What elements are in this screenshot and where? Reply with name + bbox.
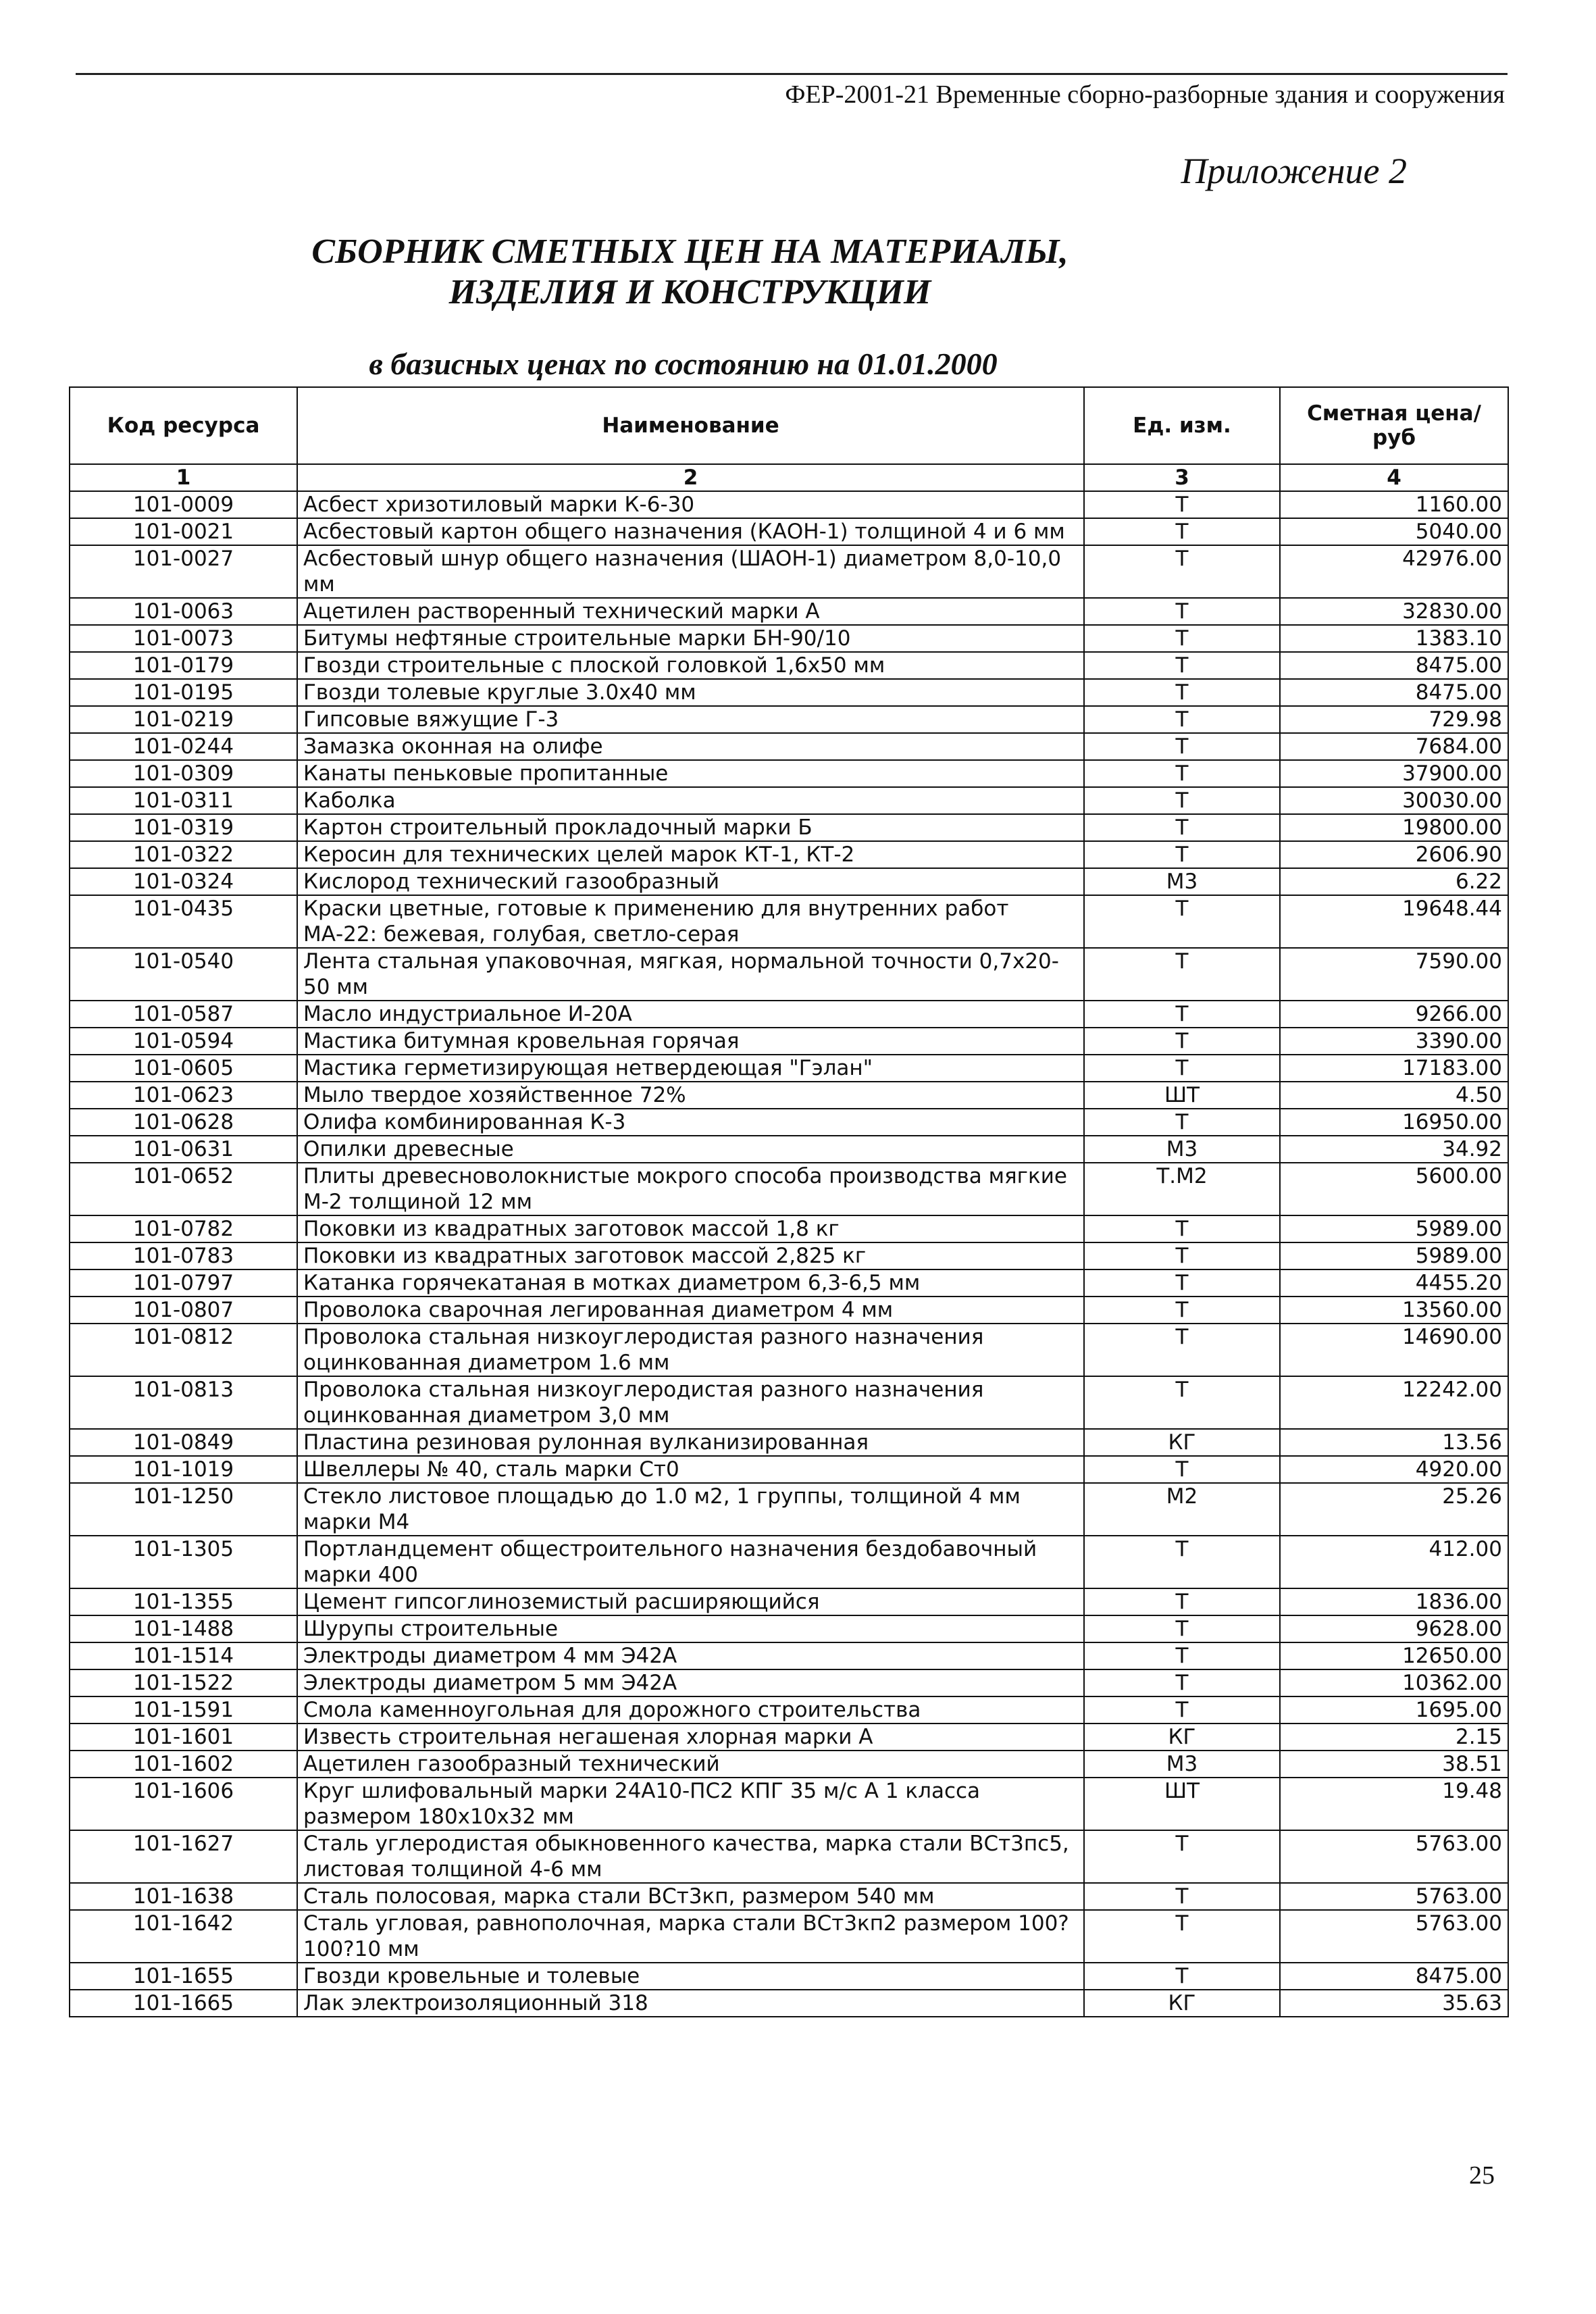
- cell-name: Картон строительный прокладочный марки Б: [297, 814, 1084, 841]
- table-row: [70, 491, 1508, 518]
- cell-name: Краски цветные, готовые к применению для внутренних работ МА-22: бежевая, голубая, светло-серая: [297, 895, 1084, 948]
- cell-name: Пластина резиновая рулонная вулканизированная: [297, 1429, 1084, 1456]
- cell-code: 101-0311: [70, 787, 297, 814]
- cell-price: 25.26: [1280, 1483, 1508, 1536]
- cell-price: 5989.00: [1280, 1242, 1508, 1269]
- cell-name: Асбест хризотиловый марки К-6-30: [297, 491, 1084, 518]
- cell-unit: Т: [1084, 1215, 1280, 1242]
- cell-price: 5763.00: [1280, 1883, 1508, 1910]
- cell-price: 19800.00: [1280, 814, 1508, 841]
- table-row: [70, 841, 1508, 868]
- cell-price: 13560.00: [1280, 1297, 1508, 1324]
- cell-unit: Т: [1084, 948, 1280, 1001]
- cell-price: 10362.00: [1280, 1669, 1508, 1696]
- table-row: [70, 1136, 1508, 1163]
- cell-unit: Т: [1084, 1588, 1280, 1615]
- table-row: [70, 545, 1508, 598]
- table-row: [70, 1588, 1508, 1615]
- cell-code: 101-0021: [70, 518, 297, 545]
- cell-unit: Т: [1084, 1324, 1280, 1376]
- cell-price: 7684.00: [1280, 733, 1508, 760]
- cell-unit: КГ: [1084, 1990, 1280, 2017]
- table-row: [70, 1055, 1508, 1082]
- cell-code: 101-1642: [70, 1910, 297, 1963]
- table-row: [70, 1324, 1508, 1376]
- cell-name: Асбестовый картон общего назначения (КАОН-1) толщиной 4 и 6 мм: [297, 518, 1084, 545]
- cell-unit: М3: [1084, 1751, 1280, 1778]
- cell-name: Лента стальная упаковочная, мягкая, нормальной точности 0,7х20-50 мм: [297, 948, 1084, 1001]
- cell-price: 32830.00: [1280, 598, 1508, 625]
- column-number-row: [70, 464, 1508, 491]
- cell-unit: Т: [1084, 1963, 1280, 1990]
- cell-code: 101-0009: [70, 491, 297, 518]
- table-row: [70, 814, 1508, 841]
- cell-name: Электроды диаметром 5 мм Э42А: [297, 1669, 1084, 1696]
- cell-code: 101-0179: [70, 652, 297, 679]
- cell-code: 101-0322: [70, 841, 297, 868]
- header-rule: [76, 73, 1508, 75]
- cell-unit: Т: [1084, 1109, 1280, 1136]
- cell-unit: Т: [1084, 625, 1280, 652]
- page-number: 25: [1469, 2161, 1495, 2190]
- table-row: [70, 1830, 1508, 1883]
- cell-unit: Т: [1084, 1615, 1280, 1642]
- cell-price: 37900.00: [1280, 760, 1508, 787]
- cell-name: Электроды диаметром 4 мм Э42А: [297, 1642, 1084, 1669]
- cell-price: 34.92: [1280, 1136, 1508, 1163]
- cell-name: Стекло листовое площадью до 1.0 м2, 1 группы, толщиной 4 мм марки М4: [297, 1483, 1084, 1536]
- table-row: [70, 760, 1508, 787]
- cell-name: Лак электроизоляционный 318: [297, 1990, 1084, 2017]
- table-row: [70, 868, 1508, 895]
- cell-name: Шурупы строительные: [297, 1615, 1084, 1642]
- cell-price: 6.22: [1280, 868, 1508, 895]
- table-row: [70, 1269, 1508, 1297]
- cell-price: 8475.00: [1280, 652, 1508, 679]
- cell-code: 101-0797: [70, 1269, 297, 1297]
- cell-unit: Т: [1084, 1883, 1280, 1910]
- cell-name: Опилки древесные: [297, 1136, 1084, 1163]
- cell-code: 101-0782: [70, 1215, 297, 1242]
- table-row: [70, 706, 1508, 733]
- cell-code: 101-0073: [70, 625, 297, 652]
- cell-price: 30030.00: [1280, 787, 1508, 814]
- table-row: [70, 1028, 1508, 1055]
- cell-code: 101-0628: [70, 1109, 297, 1136]
- cell-name: Мастика битумная кровельная горячая: [297, 1028, 1084, 1055]
- table-row: [70, 1642, 1508, 1669]
- cell-name: Мастика герметизирующая нетвердеющая "Гэлан": [297, 1055, 1084, 1082]
- cell-price: 35.63: [1280, 1990, 1508, 2017]
- cell-price: 2606.90: [1280, 841, 1508, 868]
- cell-name: Сталь полосовая, марка стали ВСт3кп, размером 540 мм: [297, 1883, 1084, 1910]
- cell-price: 3390.00: [1280, 1028, 1508, 1055]
- column-number-3: 3: [1084, 464, 1280, 491]
- cell-code: 101-1655: [70, 1963, 297, 1990]
- table-row: [70, 1883, 1508, 1910]
- document-header: ФЕР-2001-21 Временные сборно-разборные здания и сооружения: [785, 80, 1505, 109]
- cell-code: 101-0652: [70, 1163, 297, 1215]
- column-header-name: Наименование: [297, 387, 1084, 464]
- cell-price: 1160.00: [1280, 491, 1508, 518]
- cell-unit: Т: [1084, 814, 1280, 841]
- cell-name: Гвозди строительные с плоской головкой 1,6х50 мм: [297, 652, 1084, 679]
- cell-name: Проволока сварочная легированная диаметром 4 мм: [297, 1297, 1084, 1324]
- cell-name: Каболка: [297, 787, 1084, 814]
- cell-code: 101-1305: [70, 1536, 297, 1588]
- table-row: [70, 1109, 1508, 1136]
- cell-price: 12242.00: [1280, 1376, 1508, 1429]
- cell-unit: Т: [1084, 1830, 1280, 1883]
- cell-code: 101-1019: [70, 1456, 297, 1483]
- cell-code: 101-0540: [70, 948, 297, 1001]
- cell-code: 101-1250: [70, 1483, 297, 1536]
- cell-code: 101-0435: [70, 895, 297, 948]
- cell-code: 101-0244: [70, 733, 297, 760]
- cell-unit: Т: [1084, 841, 1280, 868]
- cell-price: 412.00: [1280, 1536, 1508, 1588]
- cell-code: 101-0027: [70, 545, 297, 598]
- cell-name: Ацетилен газообразный технический: [297, 1751, 1084, 1778]
- cell-name: Гвозди толевые круглые 3.0х40 мм: [297, 679, 1084, 706]
- cell-code: 101-0812: [70, 1324, 297, 1376]
- cell-price: 1695.00: [1280, 1696, 1508, 1724]
- table-row: [70, 895, 1508, 948]
- table-header-row: [70, 387, 1508, 464]
- cell-unit: Т: [1084, 1456, 1280, 1483]
- cell-name: Круг шлифовальный марки 24А10-ПС2 КПГ 35 м/с А 1 класса размером 180х10х32 мм: [297, 1778, 1084, 1830]
- table-row: [70, 679, 1508, 706]
- cell-code: 101-1488: [70, 1615, 297, 1642]
- cell-name: Портландцемент общестроительного назначения бездобавочный марки 400: [297, 1536, 1084, 1588]
- cell-code: 101-0195: [70, 679, 297, 706]
- page-subtitle: в базисных ценах по состоянию на 01.01.2000: [369, 347, 998, 381]
- cell-price: 4920.00: [1280, 1456, 1508, 1483]
- table-body: [70, 491, 1508, 2017]
- cell-unit: ШТ: [1084, 1778, 1280, 1830]
- cell-code: 101-0849: [70, 1429, 297, 1456]
- cell-name: Известь строительная негашеная хлорная марки А: [297, 1724, 1084, 1751]
- cell-price: 19.48: [1280, 1778, 1508, 1830]
- cell-name: Цемент гипсоглиноземистый расширяющийся: [297, 1588, 1084, 1615]
- cell-price: 19648.44: [1280, 895, 1508, 948]
- table-row: [70, 652, 1508, 679]
- table-row: [70, 1778, 1508, 1830]
- cell-price: 14690.00: [1280, 1324, 1508, 1376]
- cell-code: 101-1627: [70, 1830, 297, 1883]
- cell-price: 12650.00: [1280, 1642, 1508, 1669]
- cell-code: 101-0623: [70, 1082, 297, 1109]
- cell-code: 101-1606: [70, 1778, 297, 1830]
- cell-unit: Т: [1084, 1642, 1280, 1669]
- table-row: [70, 1963, 1508, 1990]
- cell-name: Катанка горячекатаная в мотках диаметром 6,3-6,5 мм: [297, 1269, 1084, 1297]
- cell-name: Гипсовые вяжущие Г-3: [297, 706, 1084, 733]
- cell-name: Кислород технический газообразный: [297, 868, 1084, 895]
- cell-price: 13.56: [1280, 1429, 1508, 1456]
- cell-unit: Т.М2: [1084, 1163, 1280, 1215]
- table-row: [70, 1990, 1508, 2017]
- cell-price: 1836.00: [1280, 1588, 1508, 1615]
- cell-unit: ШТ: [1084, 1082, 1280, 1109]
- page-title-line-2: ИЗДЕЛИЯ И КОНСТРУКЦИИ: [448, 273, 931, 311]
- cell-price: 8475.00: [1280, 1963, 1508, 1990]
- table-row: [70, 1242, 1508, 1269]
- cell-name: Канаты пеньковые пропитанные: [297, 760, 1084, 787]
- cell-unit: М3: [1084, 868, 1280, 895]
- table-row: [70, 625, 1508, 652]
- cell-name: Сталь углеродистая обыкновенного качества, марка стали ВСт3пс5, листовая толщиной 4-6 мм: [297, 1830, 1084, 1883]
- table-row: [70, 1669, 1508, 1696]
- table-row: [70, 1696, 1508, 1724]
- table-row: [70, 1082, 1508, 1109]
- cell-code: 101-0813: [70, 1376, 297, 1429]
- cell-name: Масло индустриальное И-20А: [297, 1001, 1084, 1028]
- cell-price: 5040.00: [1280, 518, 1508, 545]
- cell-code: 101-0309: [70, 760, 297, 787]
- cell-code: 101-0594: [70, 1028, 297, 1055]
- cell-name: Проволока стальная низкоуглеродистая разного назначения оцинкованная диаметром 1.6 мм: [297, 1324, 1084, 1376]
- cell-code: 101-0587: [70, 1001, 297, 1028]
- cell-name: Олифа комбинированная К-3: [297, 1109, 1084, 1136]
- cell-code: 101-1638: [70, 1883, 297, 1910]
- cell-unit: Т: [1084, 1001, 1280, 1028]
- column-number-2: 2: [297, 464, 1084, 491]
- cell-code: 101-1602: [70, 1751, 297, 1778]
- cell-name: Швеллеры № 40, сталь марки Ст0: [297, 1456, 1084, 1483]
- cell-unit: М3: [1084, 1136, 1280, 1163]
- cell-code: 101-0631: [70, 1136, 297, 1163]
- cell-unit: Т: [1084, 679, 1280, 706]
- table-row: [70, 1456, 1508, 1483]
- cell-unit: М2: [1084, 1483, 1280, 1536]
- cell-name: Мыло твердое хозяйственное 72%: [297, 1082, 1084, 1109]
- table-row: [70, 1215, 1508, 1242]
- cell-unit: Т: [1084, 598, 1280, 625]
- table-row: [70, 1910, 1508, 1963]
- cell-price: 5989.00: [1280, 1215, 1508, 1242]
- cell-unit: Т: [1084, 1242, 1280, 1269]
- cell-price: 9266.00: [1280, 1001, 1508, 1028]
- table-row: [70, 1724, 1508, 1751]
- cell-price: 1383.10: [1280, 625, 1508, 652]
- page-title-line-1: СБОРНИК СМЕТНЫХ ЦЕН НА МАТЕРИАЛЫ,: [311, 232, 1069, 271]
- column-number-4: 4: [1280, 464, 1508, 491]
- cell-price: 5600.00: [1280, 1163, 1508, 1215]
- cell-unit: Т: [1084, 1269, 1280, 1297]
- cell-name: Проволока стальная низкоуглеродистая разного назначения оцинкованная диаметром 3,0 мм: [297, 1376, 1084, 1429]
- cell-unit: КГ: [1084, 1429, 1280, 1456]
- cell-unit: КГ: [1084, 1724, 1280, 1751]
- cell-price: 42976.00: [1280, 545, 1508, 598]
- cell-price: 8475.00: [1280, 679, 1508, 706]
- table-row: [70, 1001, 1508, 1028]
- table-row: [70, 1536, 1508, 1588]
- cell-code: 101-0319: [70, 814, 297, 841]
- cell-name: Плиты древесноволокнистые мокрого способа производства мягкие М-2 толщиной 12 мм: [297, 1163, 1084, 1215]
- cell-price: 729.98: [1280, 706, 1508, 733]
- cell-price: 4.50: [1280, 1082, 1508, 1109]
- appendix-label: Приложение 2: [1181, 151, 1407, 191]
- cell-unit: Т: [1084, 1910, 1280, 1963]
- cell-price: 9628.00: [1280, 1615, 1508, 1642]
- column-header-price: Сметная цена/руб: [1280, 387, 1508, 464]
- cell-name: Асбестовый шнур общего назначения (ШАОН-1) диаметром 8,0-10,0 мм: [297, 545, 1084, 598]
- cell-price: 38.51: [1280, 1751, 1508, 1778]
- cell-unit: Т: [1084, 760, 1280, 787]
- price-table: [69, 386, 1509, 2017]
- cell-price: 5763.00: [1280, 1910, 1508, 1963]
- cell-code: 101-0807: [70, 1297, 297, 1324]
- cell-unit: Т: [1084, 1028, 1280, 1055]
- cell-code: 101-1355: [70, 1588, 297, 1615]
- cell-code: 101-0605: [70, 1055, 297, 1082]
- cell-price: 16950.00: [1280, 1109, 1508, 1136]
- cell-code: 101-1601: [70, 1724, 297, 1751]
- table-row: [70, 1483, 1508, 1536]
- cell-unit: Т: [1084, 733, 1280, 760]
- table-row: [70, 1615, 1508, 1642]
- cell-unit: Т: [1084, 1297, 1280, 1324]
- table-row: [70, 1429, 1508, 1456]
- table-row: [70, 733, 1508, 760]
- cell-name: Гвозди кровельные и толевые: [297, 1963, 1084, 1990]
- cell-unit: Т: [1084, 1536, 1280, 1588]
- cell-name: Замазка оконная на олифе: [297, 733, 1084, 760]
- cell-code: 101-1665: [70, 1990, 297, 2017]
- cell-price: 7590.00: [1280, 948, 1508, 1001]
- cell-code: 101-1514: [70, 1642, 297, 1669]
- table-row: [70, 948, 1508, 1001]
- cell-price: 2.15: [1280, 1724, 1508, 1751]
- cell-name: Поковки из квадратных заготовок массой 2,825 кг: [297, 1242, 1084, 1269]
- cell-unit: Т: [1084, 1055, 1280, 1082]
- column-header-unit: Ед. изм.: [1084, 387, 1280, 464]
- cell-code: 101-0783: [70, 1242, 297, 1269]
- cell-unit: Т: [1084, 545, 1280, 598]
- cell-name: Битумы нефтяные строительные марки БН-90/10: [297, 625, 1084, 652]
- table-row: [70, 518, 1508, 545]
- cell-name: Ацетилен растворенный технический марки А: [297, 598, 1084, 625]
- cell-code: 101-1522: [70, 1669, 297, 1696]
- column-number-1: 1: [70, 464, 297, 491]
- cell-name: Смола каменноугольная для дорожного строительства: [297, 1696, 1084, 1724]
- cell-code: 101-0063: [70, 598, 297, 625]
- table-row: [70, 1163, 1508, 1215]
- cell-price: 4455.20: [1280, 1269, 1508, 1297]
- cell-code: 101-0324: [70, 868, 297, 895]
- column-header-code: Код ресурса: [70, 387, 297, 464]
- cell-unit: Т: [1084, 706, 1280, 733]
- cell-name: Керосин для технических целей марок КТ-1, КТ-2: [297, 841, 1084, 868]
- cell-name: Сталь угловая, равнополочная, марка стали ВСт3кп2 размером 100?100?10 мм: [297, 1910, 1084, 1963]
- cell-price: 5763.00: [1280, 1830, 1508, 1883]
- table-row: [70, 598, 1508, 625]
- cell-unit: Т: [1084, 787, 1280, 814]
- cell-unit: Т: [1084, 491, 1280, 518]
- cell-code: 101-0219: [70, 706, 297, 733]
- cell-unit: Т: [1084, 1669, 1280, 1696]
- cell-unit: Т: [1084, 652, 1280, 679]
- table-row: [70, 1297, 1508, 1324]
- cell-unit: Т: [1084, 1696, 1280, 1724]
- table-row: [70, 1376, 1508, 1429]
- cell-unit: Т: [1084, 518, 1280, 545]
- cell-name: Поковки из квадратных заготовок массой 1,8 кг: [297, 1215, 1084, 1242]
- cell-price: 17183.00: [1280, 1055, 1508, 1082]
- cell-unit: Т: [1084, 895, 1280, 948]
- cell-unit: Т: [1084, 1376, 1280, 1429]
- table-row: [70, 787, 1508, 814]
- cell-code: 101-1591: [70, 1696, 297, 1724]
- table-row: [70, 1751, 1508, 1778]
